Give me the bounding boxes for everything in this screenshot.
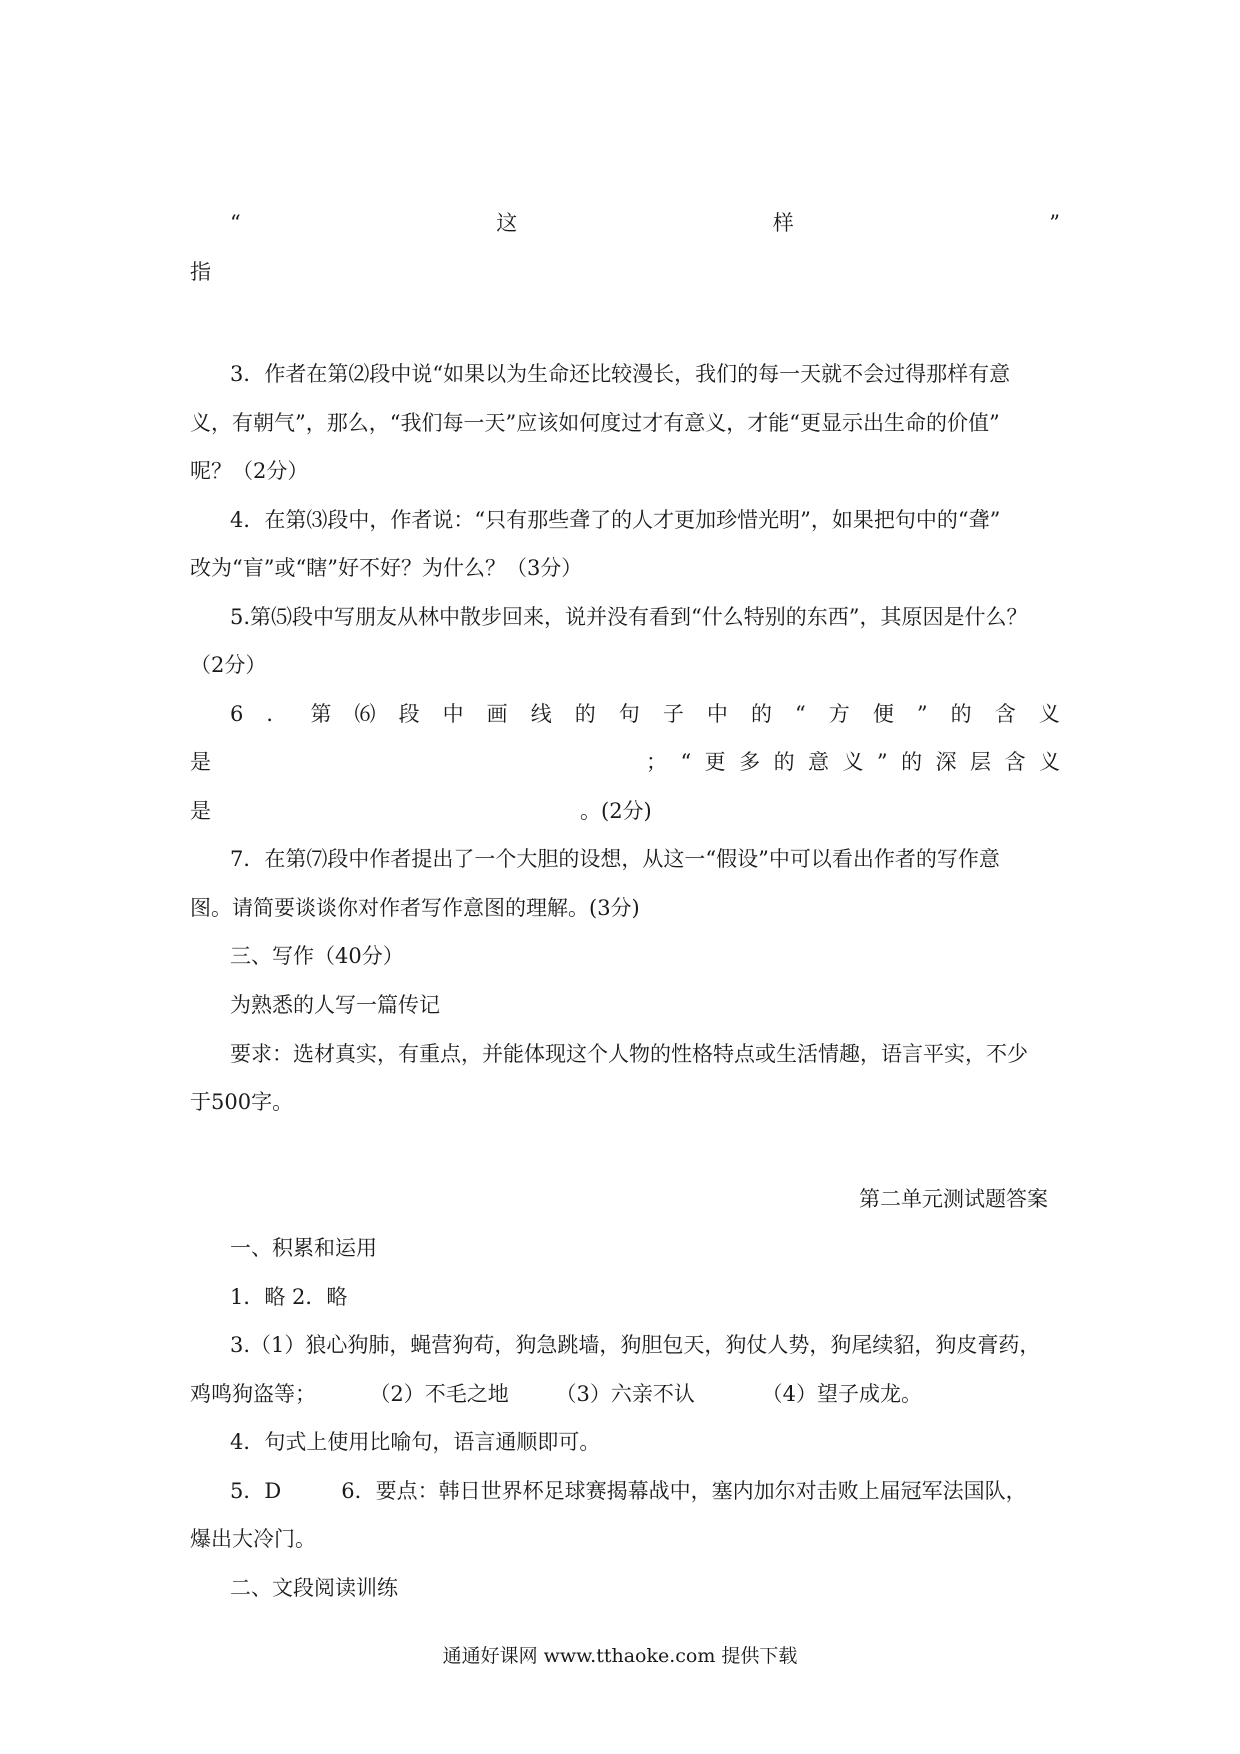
q6-token: “ xyxy=(794,702,806,726)
q6-token: 线 xyxy=(530,702,552,726)
answers-section-1: 一、积累和运用 xyxy=(230,1236,377,1260)
answer-3-line-2: 鸡鸣狗盗等； （2）不毛之地 （3）六亲不认 （4）望子成龙。 xyxy=(190,1382,922,1406)
answers-1-2: 1．略 2．略 xyxy=(230,1285,348,1309)
question-5-line-2: （2分） xyxy=(190,653,267,677)
question-6-line-3-end: 。(2分) xyxy=(580,799,652,823)
question-6-line-1 xyxy=(230,699,1060,729)
question-6-line-3-start: 是 xyxy=(190,799,211,823)
q6-token: 的 xyxy=(750,702,772,726)
q6-token: 段 xyxy=(398,702,420,726)
q6-token: 6 xyxy=(230,702,244,726)
q6-token: 便 xyxy=(872,702,894,726)
question-6-line-2-start: 是 xyxy=(190,750,211,774)
answer-3-line-1: 3.（1）狼心狗肺，蝇营狗苟，狗急跳墙，狗胆包天，狗仗人势，狗尾续貂，狗皮膏药， xyxy=(230,1333,1041,1357)
continuation-tail: 指 xyxy=(190,260,211,284)
continuation-open-quote: “ xyxy=(230,211,241,235)
q6-token: 多 xyxy=(739,750,761,774)
answers-title: 第二单元测试题答案 xyxy=(859,1187,1048,1211)
q6-token: 方 xyxy=(828,702,850,726)
question-3-line-2: 义，有朝气”，那么，“我们每一天”应该如何度过才有意义，才能“更显示出生命的价值” xyxy=(190,411,1000,435)
question-4-line-2: 改为“盲”或“瞎”好不好？为什么？（3分） xyxy=(190,556,583,580)
continuation-line xyxy=(230,208,1060,238)
continuation-close-quote: ” xyxy=(1049,211,1060,235)
q6-token: 含 xyxy=(994,702,1016,726)
question-3-line-3: 呢？（2分） xyxy=(190,459,309,483)
continuation-word-1: 这 xyxy=(496,211,518,235)
q6-token: 义 xyxy=(1038,750,1060,774)
q6-token: 义 xyxy=(1038,702,1060,726)
answers-section-2: 二、文段阅读训练 xyxy=(230,1576,398,1600)
q6-token: 句 xyxy=(618,702,640,726)
answer-5-6-line-1: 5．D 6．要点：韩日世界杯足球赛揭幕战中，塞内加尔对击败上届冠军法国队， xyxy=(230,1479,1027,1503)
q6-token: 的 xyxy=(950,702,972,726)
writing-requirement-line-2: 于500字。 xyxy=(190,1090,294,1114)
question-4-line-1: 4．在第⑶段中，作者说：“只有那些聋了的人才更加珍惜光明”，如果把句中的“聋” xyxy=(230,508,1001,532)
writing-heading: 三、写作（40分） xyxy=(230,944,404,968)
answer-4: 4．句式上使用比喻句，语言通顺即可。 xyxy=(230,1430,601,1454)
q6-token: 的 xyxy=(574,702,596,726)
question-3-line-1: 3．作者在第⑵段中说“如果以为生命还比较漫长，我们的每一天就不会过得那样有意 xyxy=(230,362,1011,386)
q6-token: ； xyxy=(646,750,667,774)
q6-token: 意 xyxy=(808,750,830,774)
q6-token: ” xyxy=(916,702,928,726)
q6-token: 中 xyxy=(706,702,728,726)
q6-token: 第 xyxy=(310,702,332,726)
continuation-word-2: 样 xyxy=(772,211,794,235)
q6-token: 层 xyxy=(970,750,992,774)
q6-token: 深 xyxy=(935,750,957,774)
q6-token: ⑹ xyxy=(354,702,376,726)
question-7-line-2: 图。请简要谈谈你对作者写作意图的理解。(3分) xyxy=(190,896,640,920)
q6-token: 的 xyxy=(773,750,795,774)
q6-token: 子 xyxy=(662,702,684,726)
answer-5-6-line-2: 爆出大冷门。 xyxy=(190,1527,316,1551)
writing-topic: 为熟悉的人写一篇传记 xyxy=(230,993,440,1017)
q6-token: “ xyxy=(680,750,692,774)
q6-token: ” xyxy=(876,750,888,774)
q6-token: 更 xyxy=(704,750,726,774)
q6-token: 画 xyxy=(486,702,508,726)
question-7-line-1: 7．在第⑺段中作者提出了一个大胆的设想，从这一“假设”中可以看出作者的写作意 xyxy=(230,847,1000,871)
q6-token: 含 xyxy=(1004,750,1026,774)
q6-token: 的 xyxy=(901,750,923,774)
question-5-line-1: 5.第⑸段中写朋友从林中散步回来，说并没有看到“什么特别的东西”，其原因是什么？ xyxy=(230,605,1028,629)
writing-requirement-line-1: 要求：选材真实，有重点，并能体现这个人物的性格特点或生活情趣，语言平实，不少 xyxy=(230,1042,1028,1066)
q6-token: 义 xyxy=(842,750,864,774)
question-6-line-2-tail xyxy=(646,747,1060,777)
q6-token: ． xyxy=(266,702,288,726)
q6-token: 中 xyxy=(442,702,464,726)
page-footer: 通通好课网 www.tthaoke.com 提供下载 xyxy=(442,1645,798,1667)
